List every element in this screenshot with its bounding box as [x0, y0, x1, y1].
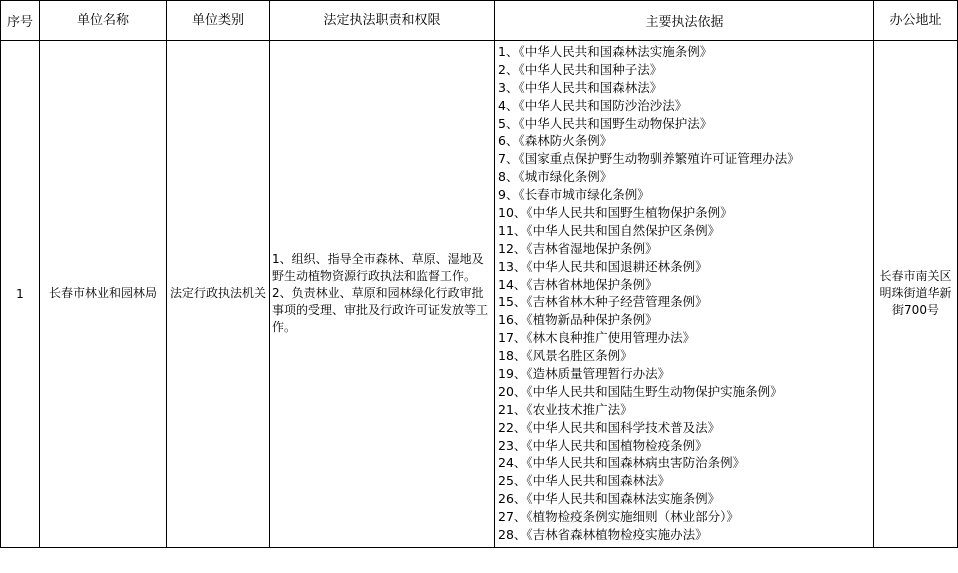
unit-name-cell: 长春市林业和园林局 [40, 41, 167, 548]
basis-item: 6、《森林防火条例》 [498, 133, 613, 149]
header-row [1, 1, 958, 41]
basis-item: 27、《植物检疫条例实施细则（林业部分）》 [498, 509, 739, 525]
basis-item: 10、《中华人民共和国野生植物保护条例》 [498, 205, 733, 221]
basis-item: 17、《林木良种推广使用管理办法》 [498, 330, 696, 346]
basis-item: 13、《中华人民共和国退耕还林条例》 [498, 258, 708, 274]
unit-type-cell: 法定行政执法机关 [167, 41, 270, 548]
basis-item: 25、《中华人民共和国森林法》 [498, 473, 671, 489]
basis-item: 22、《中华人民共和国科学技术普及法》 [498, 419, 721, 435]
basis-item: 7、《国家重点保护野生动物驯养繁殖许可证管理办法》 [498, 151, 800, 167]
table-body [1, 41, 958, 548]
basis-list [498, 43, 871, 544]
header-address: 办公地址 [874, 1, 958, 41]
header-unit-name: 单位名称 [40, 1, 167, 41]
basis-cell [495, 41, 874, 548]
basis-item: 8、《城市绿化条例》 [498, 169, 613, 185]
basis-item: 18、《风景名胜区条例》 [498, 348, 633, 364]
basis-item: 16、《植物新品种保护条例》 [498, 312, 658, 328]
basis-item: 12、《吉林省湿地保护条例》 [498, 240, 658, 256]
duty-item: 2、负责林业、草原和园林绿化行政审批事项的受理、审批及行政许可证发放等工作。 [272, 286, 489, 335]
header-duties: 法定执法职责和权限 [270, 1, 495, 41]
basis-item: 14、《吉林省林地保护条例》 [498, 276, 658, 292]
address-cell: 长春市南关区明珠街道华新街700号 [874, 41, 958, 548]
basis-item: 11、《中华人民共和国自然保护区条例》 [498, 222, 721, 238]
table-row [1, 41, 958, 548]
row-index: 1 [1, 41, 40, 548]
basis-item: 3、《中华人民共和国森林法》 [498, 79, 663, 95]
duties-cell [270, 41, 495, 548]
header-index: 序号 [1, 1, 40, 41]
basis-item: 23、《中华人民共和国植物检疫条例》 [498, 437, 708, 453]
basis-item: 21、《农业技术推广法》 [498, 401, 633, 417]
table-header [1, 1, 958, 41]
basis-item: 5、《中华人民共和国野生动物保护法》 [498, 115, 713, 131]
basis-item: 15、《吉林省林木种子经营管理条例》 [498, 294, 708, 310]
basis-item: 4、《中华人民共和国防沙治沙法》 [498, 97, 688, 113]
basis-item: 2、《中华人民共和国种子法》 [498, 61, 663, 77]
basis-item: 1、《中华人民共和国森林法实施条例》 [498, 44, 713, 59]
basis-item: 26、《中华人民共和国森林法实施条例》 [498, 491, 721, 507]
basis-item: 24、《中华人民共和国森林病虫害防治条例》 [498, 455, 746, 471]
header-unit-type: 单位类别 [167, 1, 270, 41]
duty-item: 1、组织、指导全市森林、草原、湿地及野生动植物资源行政执法和监督工作。 [272, 252, 484, 284]
basis-item: 9、《长春市城市绿化条例》 [498, 187, 650, 203]
basis-item: 20、《中华人民共和国陆生野生动物保护实施条例》 [498, 383, 783, 399]
basis-item: 28、《吉林省森林植物检疫实施办法》 [498, 527, 708, 543]
basis-item: 19、《造林质量管理暂行办法》 [498, 366, 671, 382]
header-basis: 主要执法依据 [495, 1, 874, 41]
